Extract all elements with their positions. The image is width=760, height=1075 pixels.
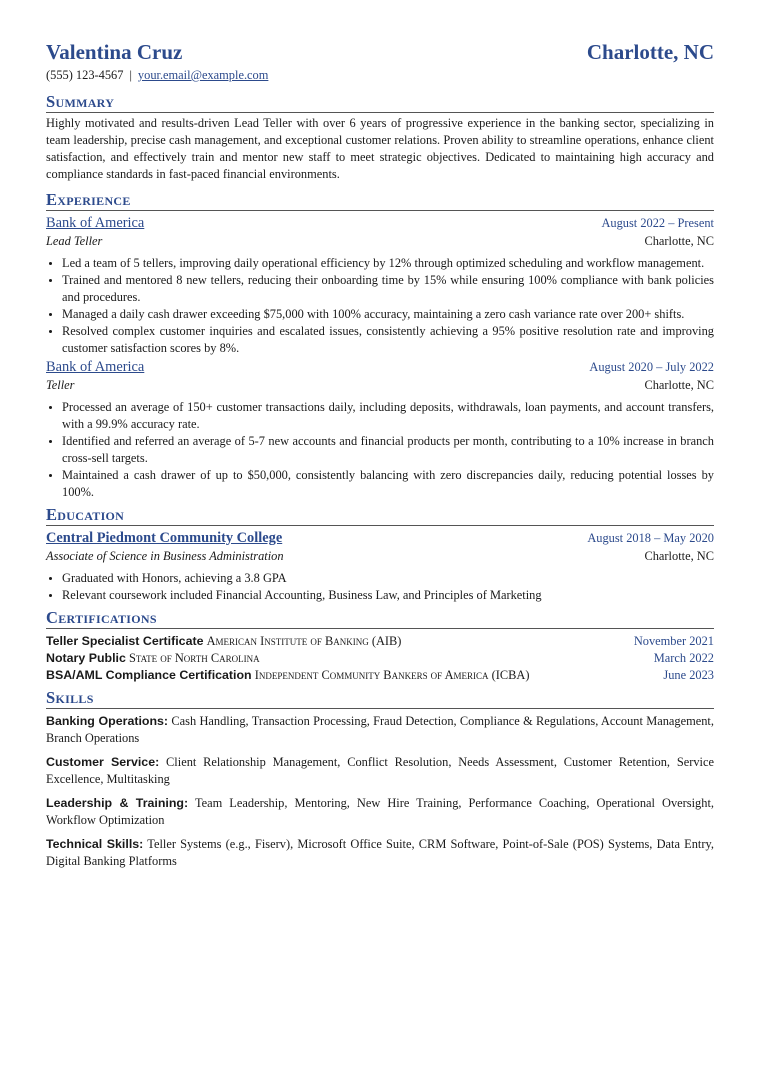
certification-issuer: Independent Community Bankers of America (ICBA)	[254, 668, 530, 682]
skill-text: Client Relationship Management, Conflict Resolution, Needs Assessment, Customer Retention, Service Excellence, Multitasking	[46, 755, 714, 786]
section-title-skills: Skills	[46, 688, 714, 709]
list-item: • Relevant coursework included Financial Accounting, Business Law, and Principles of Marketing	[62, 587, 714, 604]
list-item: • Trained and mentored 8 new tellers, reducing their onboarding time by 15% while ensuring 100% compliance with bank policies and procedures.	[62, 272, 714, 306]
skill-text: Teller Systems (e.g., Fiserv), Microsoft Office Suite, CRM Software, Point-of-Sale (POS) Systems, Data Entry, Digital Banking Platforms	[46, 837, 714, 868]
education-entry	[46, 529, 714, 604]
job-dates: August 2022 – Present	[601, 216, 714, 230]
certification-row	[46, 667, 714, 684]
certification-text	[46, 633, 401, 650]
job-bullets	[46, 255, 714, 357]
email-link[interactable]: your.email@example.com	[137, 68, 269, 82]
phone: (555) 123-4567	[46, 68, 124, 82]
certification-text	[46, 667, 530, 684]
job-entry	[46, 214, 714, 357]
summary-text: Highly motivated and results-driven Lead Teller with over 6 years of progressive experience in the banking sector, specializing in team leadership, precise cash management, and exceptional customer relations. Proven ability to streamline operations, enhance client satisfaction, and effectively train and mentor new staff to meet strategic objectives. Dedicated to maintaining high accuracy and compliance standards in fast-paced financial environments.	[46, 116, 714, 181]
skill-label: Leadership & Training:	[46, 796, 189, 810]
list-item: • Maintained a cash drawer of up to $50,000, consistently balancing with zero discrepancies daily, reducing potential losses by 100%.	[62, 467, 714, 501]
education-dates: August 2018 – May 2020	[587, 531, 714, 545]
job-location: Charlotte, NC	[644, 234, 714, 248]
certification-name: Teller Specialist Certificate	[46, 634, 204, 648]
skills-list	[46, 713, 714, 870]
skill-label: Technical Skills:	[46, 837, 144, 851]
certifications-list	[46, 633, 714, 684]
job-role-row	[46, 233, 714, 250]
list-item: • Managed a daily cash drawer exceeding $75,000 with 100% accuracy, maintaining a zero cash variance rate over 200+ shifts.	[62, 306, 714, 323]
certification-date: March 2022	[653, 651, 714, 665]
education-bullets	[46, 570, 714, 604]
section-title-summary: Summary	[46, 92, 714, 113]
certification-issuer: State of North Carolina	[128, 651, 260, 665]
certification-name: Notary Public	[46, 651, 126, 665]
job-bullets	[46, 399, 714, 501]
job-location: Charlotte, NC	[644, 378, 714, 392]
job-entry	[46, 358, 714, 501]
certification-row	[46, 650, 714, 667]
list-item: • Graduated with Honors, achieving a 3.8 GPA	[62, 570, 714, 587]
contact-line	[46, 67, 714, 84]
skill-label: Banking Operations:	[46, 714, 169, 728]
section-title-experience: Experience	[46, 190, 714, 211]
job-role: Lead Teller	[46, 234, 103, 248]
job-dates: August 2020 – July 2022	[589, 360, 714, 374]
certification-issuer: American Institute of Banking (AIB)	[206, 634, 402, 648]
candidate-location: Charlotte, NC	[586, 40, 714, 64]
section-title-education: Education	[46, 505, 714, 526]
candidate-name: Valentina Cruz	[46, 40, 183, 64]
list-item: • Led a team of 5 tellers, improving daily operational efficiency by 12% through optimized scheduling and workflow management.	[62, 255, 714, 272]
company-name[interactable]: Bank of America	[46, 215, 145, 231]
certification-row	[46, 633, 714, 650]
certification-date: November 2021	[633, 634, 714, 648]
skill-text: Cash Handling, Transaction Processing, Fraud Detection, Compliance & Regulations, Account Management, Branch Operations	[46, 714, 714, 745]
section-title-certifications: Certifications	[46, 608, 714, 629]
skill-group	[46, 713, 714, 747]
job-role-row	[46, 377, 714, 394]
certification-date: June 2023	[663, 668, 714, 682]
certification-text	[46, 650, 260, 667]
job-role: Teller	[46, 378, 75, 392]
contact-separator: |	[129, 68, 132, 82]
education-degree-row	[46, 548, 714, 565]
education-header-row	[46, 529, 714, 548]
list-item: • Resolved complex customer inquiries and escalated issues, consistently achieving a 95% positive resolution rate and improving customer satisfaction scores by 8%.	[62, 323, 714, 357]
skill-text: Team Leadership, Mentoring, New Hire Training, Performance Coaching, Operational Oversight, Workflow Optimization	[46, 796, 714, 827]
job-header-row	[46, 214, 714, 233]
skill-group	[46, 754, 714, 788]
resume-page	[46, 38, 714, 870]
certification-name: BSA/AML Compliance Certification	[46, 668, 252, 682]
list-item: • Processed an average of 150+ customer transactions daily, including deposits, withdrawals, loan payments, and account transfers, with a 99.9% accuracy rate.	[62, 399, 714, 433]
company-name[interactable]: Bank of America	[46, 359, 145, 375]
degree: Associate of Science in Business Administration	[46, 549, 284, 563]
job-header-row	[46, 358, 714, 377]
list-item: • Identified and referred an average of 5-7 new accounts and financial products per month, contributing to a 10% increase in branch cross-sell targets.	[62, 433, 714, 467]
skill-group	[46, 836, 714, 870]
header	[46, 38, 714, 66]
skill-label: Customer Service:	[46, 755, 160, 769]
education-location: Charlotte, NC	[644, 549, 714, 563]
school-name[interactable]: Central Piedmont Community College	[46, 530, 283, 546]
skill-group	[46, 795, 714, 829]
